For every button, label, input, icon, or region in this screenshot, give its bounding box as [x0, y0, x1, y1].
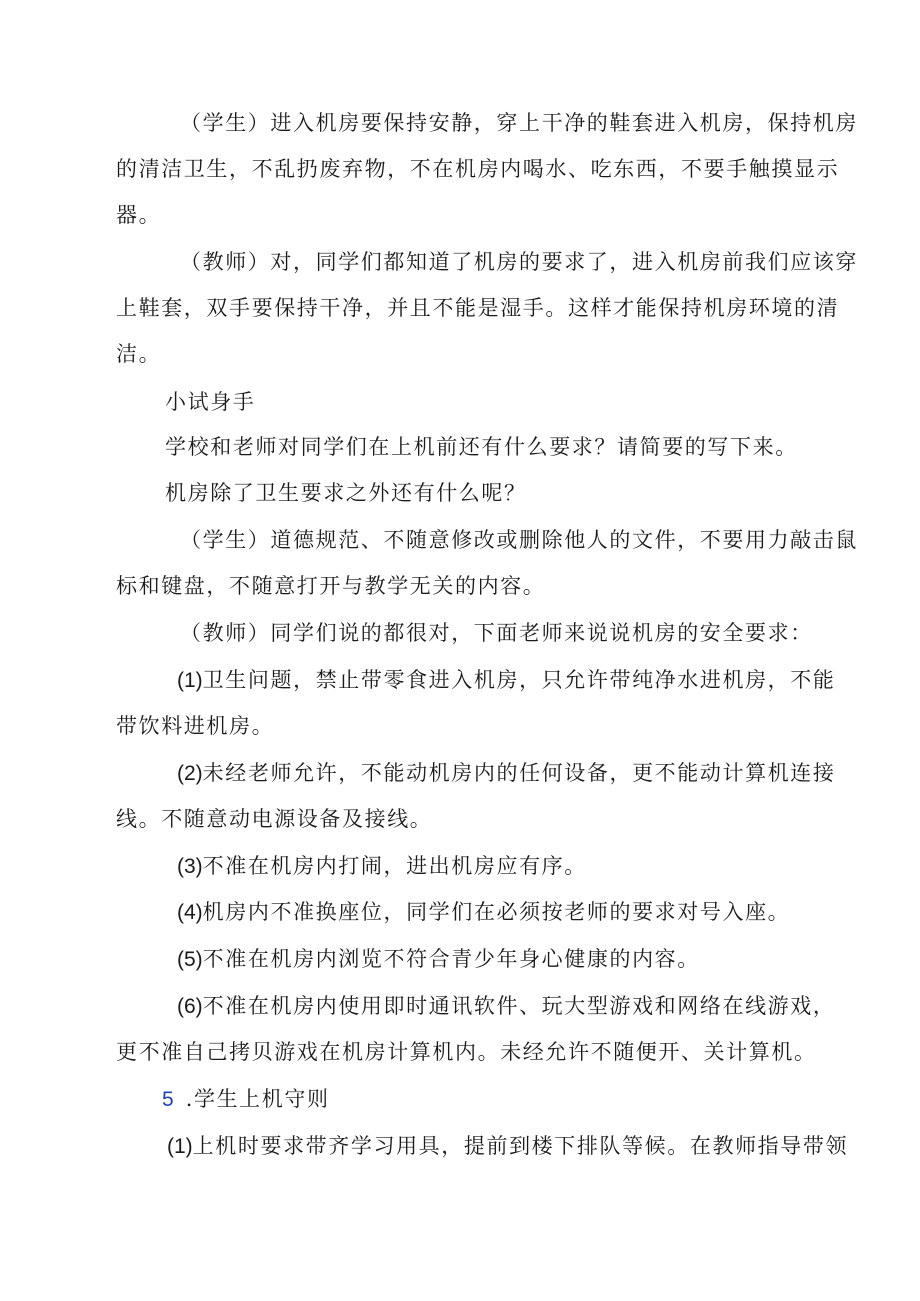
section-rule-1-text: 上机时要求带齐学习用具，提前到楼下排队等候。在教师指导带领 [192, 1134, 849, 1158]
paragraph-2-line-2: 上鞋套，双手要保持干净，并且不能是湿手。这样才能保持机房环境的清 [116, 296, 840, 320]
question-line-2: 机房除了卫生要求之外还有什么呢？ [165, 481, 527, 505]
rule-3-number: (3) [177, 855, 203, 878]
paragraph-1-line-3: 器。 [116, 203, 162, 227]
rule-6-text: 不准在机房内使用即时通讯软件、玩大型游戏和网络在线游戏， [202, 994, 836, 1018]
rule-1-text: 卫生问题，禁止带零食进入机房，只允许带纯净水进机房，不能 [202, 668, 836, 692]
rule-2-text: 未经老师允许，不能动机房内的任何设备，更不能动计算机连接 [202, 761, 836, 785]
teacher-intro-line: （教师）同学们说的都很对，下面老师来说说机房的安全要求： [180, 621, 813, 645]
rule-4-text: 机房内不准换座位，同学们在必须按老师的要求对号入座。 [202, 900, 791, 924]
section-heading [162, 1084, 330, 1115]
rule-2-number: (2) [177, 762, 203, 785]
student-answer-line-2: 标和键盘，不随意打开与教学无关的内容。 [116, 574, 546, 598]
rule-6-line-1 [177, 991, 835, 1022]
student-answer-line-1: （学生）道德规范、不随意修改或删除他人的文件，不要用力敲击鼠 [180, 528, 858, 552]
rule-2-line-1 [177, 758, 835, 789]
section-title: .学生上机守则 [185, 1087, 330, 1111]
section-rule-1-number: (1) [167, 1135, 193, 1158]
paragraph-1-line-2: 的清洁卫生，不乱扔废弃物，不在机房内喝水、吃东西，不要手触摸显示 [116, 157, 840, 181]
rule-1-line-1 [177, 665, 835, 696]
rule-2-line-2: 线。不随意动电源设备及接线。 [116, 807, 433, 831]
rule-6-number: (6) [177, 995, 203, 1018]
rule-3-line-1 [177, 851, 587, 882]
rule-1-number: (1) [177, 669, 203, 692]
rule-5-number: (5) [177, 948, 203, 971]
paragraph-2-line-3: 洁。 [116, 342, 162, 366]
rule-5-line-1 [177, 944, 700, 975]
rule-1-line-2: 带饮料进机房。 [116, 714, 275, 738]
rule-3-text: 不准在机房内打闹，进出机房应有序。 [202, 854, 587, 878]
rule-4-line-1 [177, 897, 790, 928]
rule-6-line-2: 更不准自己拷贝游戏在机房计算机内。未经允许不随便开、关计算机。 [116, 1040, 817, 1064]
section-number: 5 [162, 1088, 174, 1111]
section-rule-1-line [167, 1131, 848, 1162]
paragraph-2-line-1: （教师）对，同学们都知道了机房的要求了，进入机房前我们应该穿 [180, 250, 858, 274]
rule-5-text: 不准在机房内浏览不符合青少年身心健康的内容。 [202, 947, 700, 971]
rule-4-number: (4) [177, 901, 203, 924]
question-line: 学校和老师对同学们在上机前还有什么要求？请简要的写下来。 [165, 435, 798, 459]
paragraph-1-line-1: （学生）进入机房要保持安静，穿上干净的鞋套进入机房，保持机房 [180, 111, 858, 135]
subheading-try-it: 小试身手 [165, 390, 256, 414]
